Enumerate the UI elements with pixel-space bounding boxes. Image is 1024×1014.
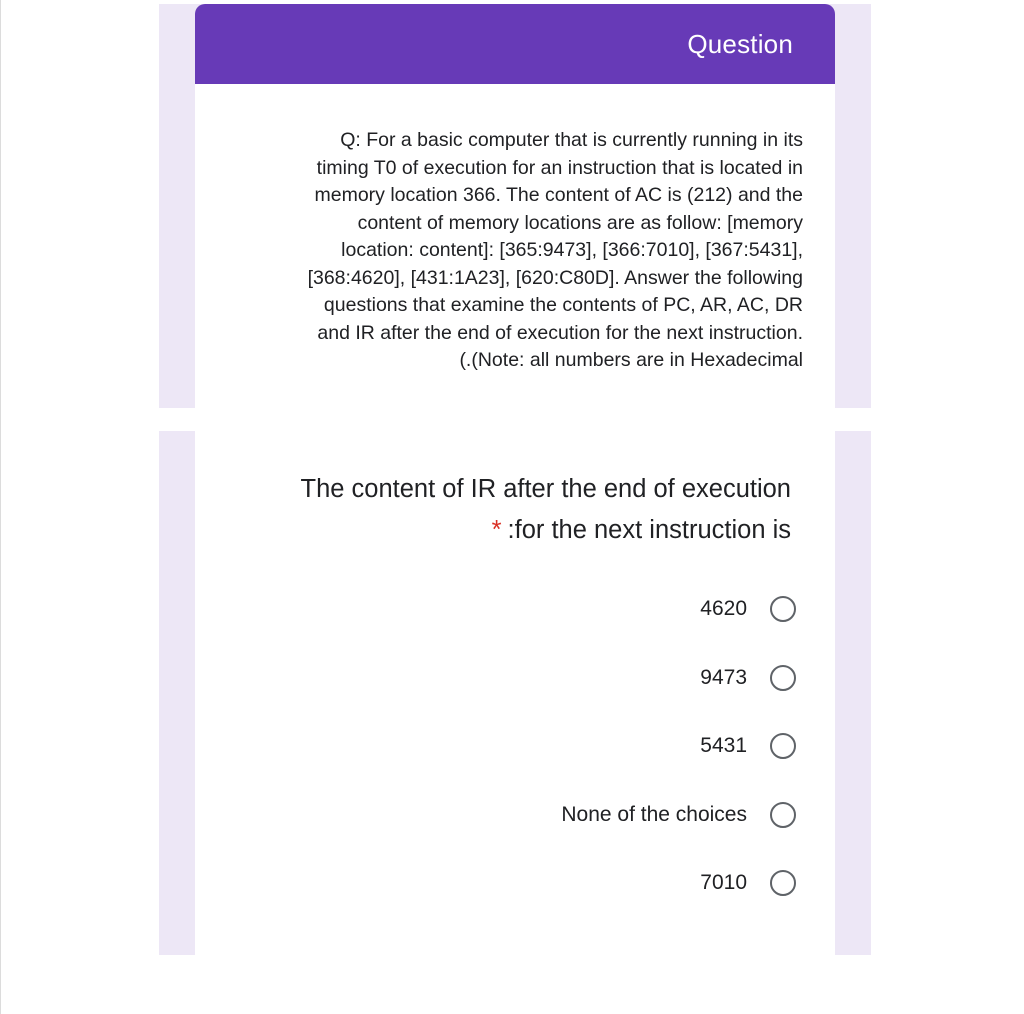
section-header <box>195 4 835 84</box>
option-5431[interactable] <box>235 726 796 766</box>
option-9473[interactable] <box>235 658 796 698</box>
question-description: Q: For a basic computer that is currently running in its timing T0 of execution for an instruction that is located in memory location 366. The content of AC is (212) and the content of memory locations are as follow: [memory location: content]: [365:9473], [366:7010], [367:5431], [368:4620], [431:1A23], [620:C80D]. Answer the following questions that examine the contents of PC, AR, AC, DR and IR after the end of execution for the next instruction. (.(Note: all numbers are in Hexadecimal <box>307 129 803 371</box>
section-card <box>195 4 835 408</box>
radio-button[interactable] <box>770 870 796 896</box>
radio-button[interactable] <box>770 596 796 622</box>
radio-button[interactable] <box>770 802 796 828</box>
option-label: 4620 <box>700 597 747 620</box>
question-card <box>195 431 835 955</box>
window-edge <box>0 0 1 1014</box>
question-title-line2-text: :for the next instruction is <box>507 516 791 544</box>
radio-button[interactable] <box>770 733 796 759</box>
question-title-line1: The content of IR after the end of execution <box>300 475 791 503</box>
option-7010[interactable] <box>235 863 796 903</box>
question-title-line2 <box>235 510 791 551</box>
option-label: 7010 <box>700 871 747 894</box>
section-title: Question <box>687 29 793 59</box>
question-title <box>235 469 791 551</box>
option-4620[interactable] <box>235 589 796 629</box>
option-label: 9473 <box>700 666 747 689</box>
option-none-of-the-choices[interactable] <box>235 795 796 835</box>
required-asterisk: * <box>491 516 502 544</box>
radio-button[interactable] <box>770 665 796 691</box>
option-label: 5431 <box>700 734 747 757</box>
option-label: None of the choices <box>561 803 747 826</box>
